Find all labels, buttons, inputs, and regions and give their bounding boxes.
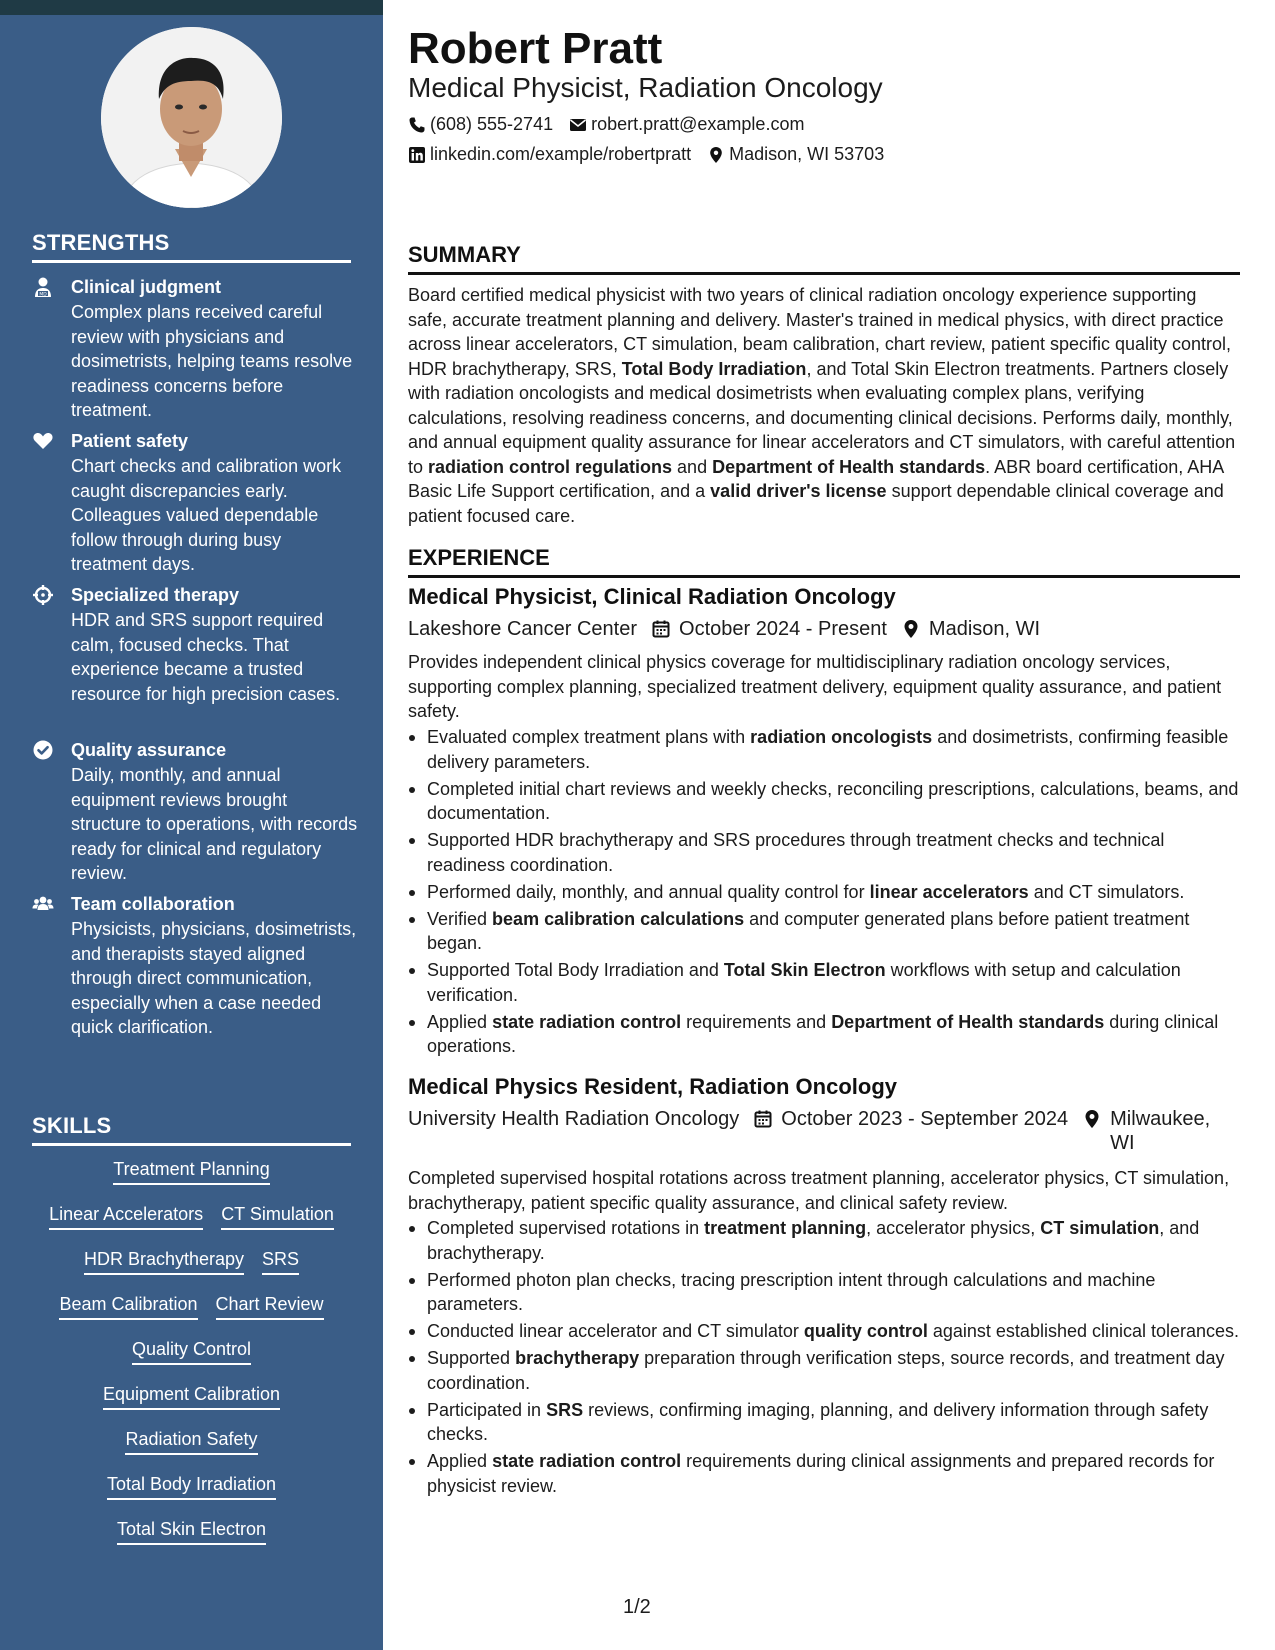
- job-title: Medical Physics Resident, Radiation Oncology: [408, 1074, 898, 1099]
- text-segment: Performed daily, monthly, and annual quality control for: [427, 881, 870, 902]
- text-segment: , and Total Skin Electron treatments. Partners closely with radiation oncologists and medical dosimetrists when evaluating complex plans, verifying calculations, resolving readiness concerns, and documenting clinical decisions. Performs daily, monthly, and annual equipment quality assurance for linear accelerators and CT simulators, with careful attention to: [408, 358, 1236, 477]
- location-text: Madison, WI 53703: [729, 144, 885, 164]
- text-segment: during clinical operations.: [427, 1011, 1219, 1056]
- text-segment: Completed supervised rotations in: [427, 1218, 705, 1238]
- bold-keyword: treatment planning: [704, 1218, 867, 1238]
- text-segment: , and brachytherapy.: [427, 1218, 1200, 1263]
- skill-tag: CT Simulation: [221, 1202, 334, 1230]
- bullet-item: [408, 1449, 1240, 1498]
- bullet-item: [408, 1319, 1240, 1344]
- skill-tag: Quality Control: [132, 1337, 251, 1365]
- job-location-text: Milwaukee, WI: [1110, 1108, 1211, 1154]
- strength-text: Chart checks and calibration work caught discrepancies early. Colleagues valued dependable follow through during busy treatment days.: [71, 456, 342, 574]
- job-dates-text: October 2023 - September 2024: [781, 1108, 1069, 1130]
- strength-title: Specialized therapy: [71, 585, 240, 605]
- bold-keyword: Department of Health standards: [831, 1011, 1105, 1032]
- envelope-icon: [569, 116, 587, 134]
- job-location: [1082, 1107, 1220, 1155]
- bold-keyword: Department of Health standards: [712, 456, 986, 477]
- phone-text: (608) 555-2741: [430, 114, 554, 134]
- linkedin-contact[interactable]: [408, 144, 691, 165]
- bold-keyword: radiation control regulations: [428, 456, 673, 477]
- contact-row: [408, 114, 804, 135]
- linkedin-icon: [408, 146, 426, 164]
- profile-photo-image: [101, 27, 282, 208]
- bold-keyword: CT simulation: [1040, 1218, 1160, 1238]
- map-pin-icon: [1082, 1109, 1102, 1129]
- text-segment: Conducted linear accelerator and CT simulator: [427, 1321, 804, 1341]
- skill-tag: Total Skin Electron: [117, 1517, 266, 1545]
- job-description: Completed supervised hospital rotations across treatment planning, accelerator physics, CT simulation, brachytherapy, patient specific quality assurance, and clinical safety review.: [408, 1168, 1230, 1213]
- strength-text: HDR and SRS support required calm, focused checks. That experience became a trusted resource for high precision cases.: [71, 610, 341, 704]
- bullet-item: [408, 1398, 1240, 1447]
- text-segment: Performed photon plan checks, tracing prescription intent through calculations and machine parameters.: [427, 1269, 1156, 1314]
- bold-keyword: valid driver's license: [710, 481, 887, 501]
- skills-heading: SKILLS: [32, 1113, 351, 1146]
- job-employer: University Health Radiation Oncology: [408, 1108, 740, 1130]
- calendar-icon: [651, 619, 671, 639]
- skill-tag: Total Body Irradiation: [107, 1472, 276, 1500]
- text-segment: Evaluated complex treatment plans with: [427, 727, 751, 747]
- job-employer: Lakeshore Cancer Center: [408, 618, 638, 640]
- strength-title: Team collaboration: [71, 894, 235, 914]
- bold-keyword: Total Skin Electron: [723, 960, 886, 980]
- text-segment: preparation through verification steps, source records, and treatment day coordination.: [427, 1348, 1225, 1393]
- job-meta: [408, 1107, 1240, 1155]
- skill-tag: Beam Calibration: [59, 1292, 197, 1320]
- bullet-item: [408, 880, 1240, 905]
- job-bullets: [408, 725, 1240, 1061]
- bold-keyword: state radiation control: [492, 1451, 682, 1471]
- text-segment: Applied: [427, 1011, 493, 1032]
- strength-title: Quality assurance: [71, 740, 227, 760]
- job-description: Provides independent clinical physics coverage for multidisciplinary radiation oncology services, supporting complex planning, specialized treatment delivery, equipment quality assurance, and patient safety.: [408, 652, 1222, 721]
- phone-contact: [408, 114, 553, 135]
- crosshair-icon: [32, 584, 54, 606]
- heart-icon: [32, 430, 54, 452]
- text-segment: Supported: [427, 1348, 516, 1368]
- bold-keyword: Total Body Irradiation: [621, 358, 807, 379]
- phone-icon: [408, 116, 426, 134]
- text-segment: and: [672, 456, 713, 477]
- team-icon: [32, 893, 54, 915]
- candidate-name: Robert Pratt: [408, 24, 663, 73]
- bullet-item: [408, 1346, 1240, 1395]
- job-dates: [651, 617, 887, 641]
- skill-tag: Radiation Safety: [125, 1427, 257, 1455]
- job-dates: [753, 1107, 1068, 1131]
- contact-row: [408, 144, 884, 165]
- skill-tag: SRS: [262, 1247, 299, 1275]
- candidate-title: Medical Physicist, Radiation Oncology: [408, 72, 883, 103]
- strength-text: Daily, monthly, and annual equipment reviews brought structure to operations, with records ready for clinical and regulatory review.: [71, 765, 358, 883]
- text-segment: workflows with setup and calculation verification.: [427, 960, 1181, 1005]
- job-meta: [408, 617, 1240, 641]
- check-circle-icon: [32, 739, 54, 761]
- linkedin-text[interactable]: linkedin.com/example/robertpratt: [430, 144, 692, 164]
- doctor-icon: [32, 276, 54, 298]
- text-segment: requirements during clinical assignments and prepared records for physicist review.: [427, 1451, 1215, 1496]
- job-location-text: Madison, WI: [928, 618, 1041, 640]
- bullet-item: [408, 725, 1240, 774]
- skill-tag: Linear Accelerators: [49, 1202, 203, 1230]
- skills-list: [32, 1157, 351, 1562]
- bullet-item: [408, 828, 1240, 877]
- experience-heading: EXPERIENCE: [408, 545, 1240, 578]
- bold-keyword: SRS: [546, 1399, 584, 1420]
- bold-keyword: brachytherapy: [515, 1348, 640, 1368]
- svg-text:MD: MD: [39, 292, 47, 298]
- skill-tag: Chart Review: [216, 1292, 324, 1320]
- bullet-item: [408, 1268, 1240, 1317]
- text-segment: . ABR board certification, AHA Basic Life Support certification, and a: [408, 456, 1224, 501]
- email-text[interactable]: robert.pratt@example.com: [591, 114, 805, 134]
- location-contact: [707, 144, 884, 165]
- calendar-icon: [753, 1109, 773, 1129]
- text-segment: Board certified medical physicist with two years of clinical radiation oncology experience supporting safe, accurate treatment planning and delivery. Master's trained in medical physics, with direct practice across linear accelerators, CT simulation, beam calibration, chart review, patient specific quality control, HDR brachytherapy, SRS,: [408, 285, 1232, 379]
- bold-keyword: radiation oncologists: [750, 727, 933, 747]
- text-segment: Supported Total Body Irradiation and: [427, 960, 724, 980]
- strengths-heading: STRENGTHS: [32, 230, 351, 263]
- text-segment: and computer generated plans before patient treatment began.: [427, 908, 1190, 953]
- email-contact[interactable]: [569, 114, 804, 135]
- profile-photo: [101, 27, 282, 208]
- sidebar-top-bar: [0, 0, 383, 15]
- page-number: 1/2: [623, 1596, 651, 1618]
- bold-keyword: beam calibration calculations: [492, 908, 745, 929]
- skill-tag: HDR Brachytherapy: [84, 1247, 244, 1275]
- bullet-item: [408, 907, 1240, 956]
- job-title: Medical Physicist, Clinical Radiation Oncology: [408, 584, 896, 609]
- text-segment: requirements and: [681, 1011, 832, 1032]
- text-segment: and dosimetrists, confirming feasible delivery parameters.: [427, 727, 1229, 772]
- text-segment: Supported HDR brachytherapy and SRS procedures through treatment checks and technical readiness coordination.: [427, 830, 1165, 875]
- bold-keyword: linear accelerators: [869, 881, 1029, 902]
- skill-tag: Treatment Planning: [113, 1157, 269, 1185]
- map-pin-icon: [901, 619, 921, 639]
- sidebar: [0, 0, 383, 1650]
- text-segment: Participated in: [427, 1399, 547, 1420]
- job-location: [901, 617, 1040, 641]
- strength-title: Patient safety: [71, 431, 189, 451]
- job-bullets: [408, 1216, 1240, 1501]
- text-segment: and CT simulators.: [1028, 881, 1185, 902]
- summary-heading: SUMMARY: [408, 242, 1240, 275]
- summary-text: [408, 283, 1240, 528]
- bullet-item: [408, 958, 1240, 1007]
- bullet-item: [408, 1010, 1240, 1059]
- text-segment: support dependable clinical coverage and patient focused care.: [408, 481, 1224, 526]
- text-segment: Completed initial chart reviews and weekly checks, reconciling prescriptions, calculations, beams, and documentation.: [427, 778, 1239, 823]
- text-segment: reviews, confirming imaging, planning, and delivery information through safety checks.: [427, 1399, 1209, 1444]
- text-segment: Verified: [427, 908, 493, 929]
- strength-title: Clinical judgment: [71, 277, 222, 297]
- bold-keyword: quality control: [803, 1321, 928, 1341]
- bullet-item: [408, 1216, 1240, 1265]
- text-segment: Applied: [427, 1451, 493, 1471]
- map-pin-icon: [707, 146, 725, 164]
- bullet-item: [408, 777, 1240, 826]
- text-segment: against established clinical tolerances.: [927, 1321, 1240, 1341]
- strength-text: Complex plans received careful review with physicians and dosimetrists, helping teams resolve readiness concerns before treatment.: [71, 302, 353, 420]
- skill-tag: Equipment Calibration: [103, 1382, 280, 1410]
- strength-text: Physicists, physicians, dosimetrists, and therapists stayed aligned through direct communication, especially when a case needed quick clarification.: [71, 919, 357, 1037]
- text-segment: , accelerator physics,: [866, 1218, 1041, 1238]
- job-dates-text: October 2024 - Present: [679, 618, 887, 640]
- bold-keyword: state radiation control: [492, 1011, 682, 1032]
